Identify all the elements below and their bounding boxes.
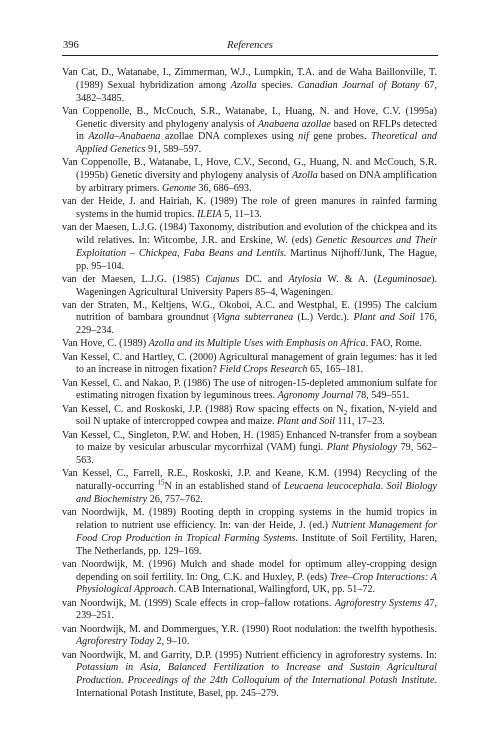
reference-text: ). Wageningen Agricultural University Papers 85–4, Wageningen. xyxy=(76,273,437,298)
reference-italic-text: Nutrient Management for Food Crop Production in Tropical Farming Systems. xyxy=(76,519,437,544)
reference-text: van der Heide, J. and Hairiah, K. (1989) The role of green manures in rainfed farming systems in the humid tropics. xyxy=(62,196,437,220)
reference-text: 65, 165–181. xyxy=(307,364,364,376)
reference-entry xyxy=(62,598,437,624)
reference-entry xyxy=(62,157,437,195)
reference-text: Van Coppenolle, B., Watanabe, I., Hove, C.V., Second, G., Huang, N. and McCouch, S.R. (1995b) Genetic diversity and phylogeny analysis of xyxy=(62,157,437,182)
header-divider xyxy=(62,55,438,56)
reference-entry xyxy=(62,338,437,351)
reference-text: van Noordwijk, M. and Dommergues, Y.R. (1990) Root nodulation: the twelfth hypothesis. xyxy=(62,623,437,635)
reference-italic-text: Leguminosae xyxy=(377,273,432,285)
reference-italic-text: Azolla–Anabaena xyxy=(88,131,161,143)
reference-italic-text: ILEIA xyxy=(196,208,222,220)
reference-text: 111, 17–23. xyxy=(334,416,385,428)
reference-text: 47, 239–251. xyxy=(76,597,438,622)
reference-text: van Noordwijk, M. (1996) Mulch and shade model for optimum alley-cropping design depending on soil fertility. In: Ong, C.K. and Huxley, P. (eds) xyxy=(62,558,437,583)
reference-text: azollae DNA complexes using xyxy=(160,131,299,143)
reference-text: . xyxy=(380,481,387,493)
reference-entry xyxy=(62,559,437,597)
reference-italic-text: Potassium in Asia, Balanced Fertilization to Increase and Sustain Agricultural Production. Proceedings of the 24th Colloquium of the International Potash Institute xyxy=(76,662,437,687)
reference-entry xyxy=(62,378,437,404)
reference-text: gene probes. xyxy=(308,131,371,143)
reference-text: 36, 686–693. xyxy=(195,182,252,194)
reference-text: 91, 589–597. xyxy=(145,144,202,156)
reference-text: based on RFLPs detected in xyxy=(76,118,437,143)
reference-italic-text: Canadian Journal of Botany xyxy=(297,79,420,91)
reference-text: 2 xyxy=(343,408,348,417)
reference-italic-text: Agroforestry Systems xyxy=(334,597,422,609)
reference-italic-text: Azolla and its Multiple Uses with Emphasis on Africa xyxy=(148,338,366,350)
reference-text: Martinus Nijhoff/Junk, The Hague, pp. 95–104. xyxy=(76,247,438,272)
reference-italic-text: Agronomy Journal xyxy=(277,390,354,402)
reference-italic-text: Plant Physiology xyxy=(326,442,398,454)
reference-text: Van Kessel, C. and Nakao, P. (1986) The use of nitrogen-15-depleted ammonium sulfate for estimating nitrogen fixation by leguminous trees. xyxy=(62,377,437,402)
reference-text: 5, 11–13. xyxy=(221,208,262,220)
reference-text: van der Maesen, L.J.G. (1984) Taxonomy, distribution and evolution of the chickpea and its wild relatives. In: Witcombe, J.R. and Erskine, W. (eds) xyxy=(62,222,437,246)
reference-italic-text: Azolla xyxy=(230,79,257,91)
reference-entry xyxy=(62,404,437,430)
reference-text: van der Straten, M., Keltjens, W.G., Okoboi, A.C. and Westphal, E. (1995) The calcium nutrition of bambara groundnut ( xyxy=(62,299,437,324)
reference-text: 176, 229–234. xyxy=(76,312,438,337)
reference-italic-text: Tree–Crop Interactions: A Physiological Approach xyxy=(76,571,437,596)
reference-italic-text: Agroforestry Today xyxy=(76,636,154,648)
reference-entry xyxy=(62,67,437,105)
reference-entry xyxy=(62,196,437,222)
reference-entry xyxy=(62,274,437,300)
reference-italic-text: Field Crops Research xyxy=(219,364,308,376)
reference-italic-text: Azolla xyxy=(291,170,318,182)
reference-entry xyxy=(62,106,437,157)
reference-entry xyxy=(62,300,437,338)
running-title: References xyxy=(227,40,273,51)
reference-text: N in an established stand of xyxy=(164,481,284,493)
reference-text: van der Maesen, L.J.G. (1985) xyxy=(62,273,206,285)
reference-text: Van Coppenolle, B., McCouch, S.R., Watanabe, I., Huang, N. and Hove, C.V. (1995a) Genetic diversity and phylogeny analysis of xyxy=(62,105,437,130)
reference-text: fixation, N-yield and soil N uptake of intercropped cowpea and maize. xyxy=(76,403,437,428)
reference-text: 26, 757–762. xyxy=(147,493,203,505)
reference-text: DC. and xyxy=(239,273,289,285)
reference-text: based on DNA amplification by arbitrary primers. xyxy=(76,170,437,194)
reference-italic-text: Plant and Soil xyxy=(353,312,415,324)
reference-text: van Noordwijk, M. and Garrity, D.P. (1995) Nutrient efficiency in agroforestry systems. In: xyxy=(62,649,437,661)
reference-list xyxy=(62,67,437,701)
reference-italic-text: Atylosia xyxy=(288,273,322,285)
reference-text: Institute of Soil Fertility, Haren, The Netherlands, pp. 129–169. xyxy=(76,532,437,557)
reference-text: 67, 3482–3485. xyxy=(76,79,437,104)
reference-text: van Noordwijk, M. (1999) Scale effects in crop–fallow rotations. xyxy=(62,597,335,609)
reference-entry xyxy=(62,352,437,378)
reference-text: 78, 549–551. xyxy=(353,390,410,402)
reference-text: 2, 9–10. xyxy=(153,636,190,648)
reference-italic-text: Genetic Resources and Their Exploitation – Chickpea, Faba Beans and Lentils. xyxy=(76,234,437,259)
reference-text: Van Kessel, C. and Hartley, C. (2000) Agricultural management of grain legumes: has it led to an increase in nitrogen fixation? xyxy=(62,351,437,376)
reference-text: 79, 562–563. xyxy=(76,442,437,467)
reference-entry xyxy=(62,507,437,558)
reference-entry xyxy=(62,468,437,506)
page-number: 396 xyxy=(63,40,79,51)
reference-text: . FAO, Rome. xyxy=(365,338,422,350)
reference-text: Van Kessel, C., Farrell, R.E., Roskoski, J.P. and Keane, K.M. (1994) Recycling of the naturally-occurring xyxy=(62,468,437,493)
reference-text: Van Cat, D., Watanabe, I., Zimmerman, W.J., Lumpkin, T.A. and de Waha Baillonville, T. (1989) Sexual hybridization among xyxy=(62,67,437,91)
reference-text: van Noordwijk, M. (1989) Rooting depth in cropping systems in the humid tropics in relation to nutrient use efficiency. In: van der Heide, J. (ed.) xyxy=(62,507,437,531)
reference-text: 15 xyxy=(157,478,165,487)
reference-italic-text: Leucaena leucocephala xyxy=(283,481,381,493)
reference-text: (L.) Verdc.). xyxy=(293,312,354,324)
reference-text: . International Potash Institute, Basel, pp. 245–279. xyxy=(76,675,437,699)
reference-text: species. xyxy=(256,79,298,91)
reference-text: Van Kessel, C. and Roskoski, J.P. (1988) Row spacing effects on N xyxy=(62,403,344,415)
reference-italic-text: Theoretical and Applied Genetics xyxy=(76,131,437,156)
reference-entry xyxy=(62,430,437,468)
reference-italic-text: Plant and Soil xyxy=(277,416,335,428)
reference-text: Van Kessel, C., Singleton, P.W. and Hoben, H. (1985) Enhanced N-transfer from a soybean to maize by vesicular arbuscular mycorrhizal (VAM) fungi. xyxy=(62,429,437,454)
reference-text: W. & A. ( xyxy=(321,273,378,285)
reference-entry xyxy=(62,624,437,650)
reference-text: Van Hove, C. (1989) xyxy=(62,338,149,350)
reference-italic-text: Soil Biology and Biochemistry xyxy=(76,481,438,505)
reference-italic-text: Vigna subterranea xyxy=(216,312,294,324)
running-header xyxy=(62,40,438,56)
reference-italic-text: nif xyxy=(298,131,309,143)
reference-entry xyxy=(62,650,437,701)
reference-italic-text: Genome xyxy=(162,182,196,194)
reference-text: . CAB International, Wallingford, UK, pp. 51–72. xyxy=(173,584,376,596)
reference-italic-text: Anabaena azollae xyxy=(257,118,331,130)
reference-italic-text: Cajanus xyxy=(205,273,240,285)
reference-entry xyxy=(62,222,437,273)
